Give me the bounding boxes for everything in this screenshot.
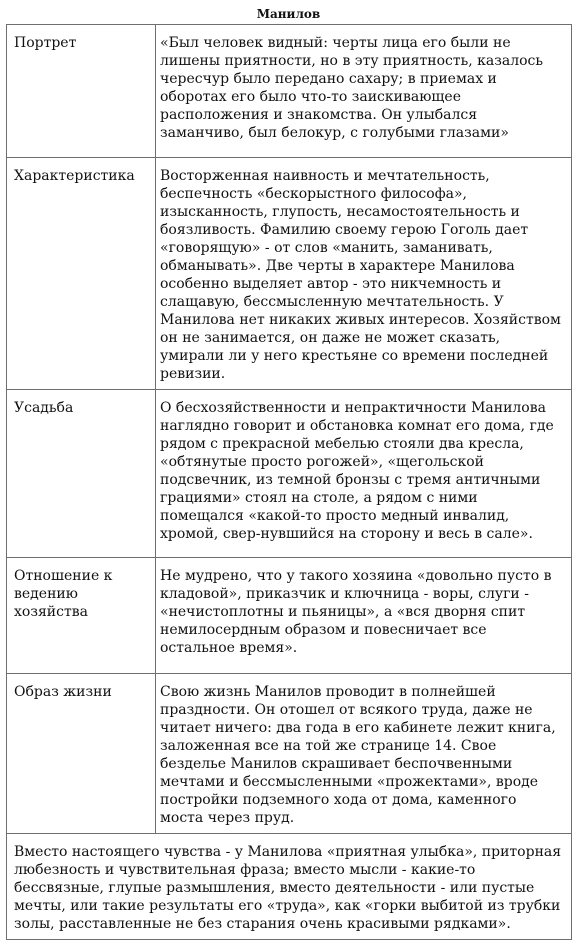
table-row-estate: [7, 390, 572, 558]
table-row-summary: [7, 834, 572, 940]
table-row-characteristic: [7, 158, 572, 390]
row-text-portrait: «Был человек видный: черты лица его были не лишены приятности, но в эту приятность, казалось чересчур было передано сахару; в приемах и оборотах его было что-то заискивающее расположения и знакомства. Он улыбался заманчиво, был белокур, с голубыми глазами»: [156, 25, 572, 158]
row-label-characteristic: Характеристика: [7, 158, 156, 390]
row-text-estate: О бесхозяйственности и непрактичности Манилова наглядно говорит и обстановка комнат его дома, где рядом с прекрасной мебелью стояли два кресла, «обтянутые просто рогожей», «щегольской подсвечник, из темной бронзы с тремя античными грациями» стоял на столе, а рядом с ними помещался «какой-то просто медный инвалид, хромой, свер-нувшийся на сторону и весь в сале».: [156, 390, 572, 558]
row-label-lifestyle: Образ жизни: [7, 674, 156, 834]
row-text-household: Не мудрено, что у такого хозяина «довольно пусто в кладовой», приказчик и ключница - воры, слуги - «нечистоплотны и пьяницы», а «вся дворня спит немилосердным образом и повесничает все остальное время».: [156, 558, 572, 674]
summary-text: Вместо настоящего чувства - у Манилова «приятная улыбка», приторная любезность и чувствительная фраза; вместо мысли - какие-то бессвязные, глупые размышления, вместо деятельности - или пустые мечты, или такие результаты его «труда», как «горки выбитой из трубки золы, расставленные не без старания очень красивыми рядками».: [7, 834, 572, 940]
row-label-household: Отношение к ведению хозяйства: [7, 558, 156, 674]
character-table: [6, 24, 572, 940]
table-row-household: [7, 558, 572, 674]
row-text-characteristic: Восторженная наивность и мечтательность, беспечность «бескорыстного философа», изысканность, глупость, несамостоятельность и боязливость. Фамилию своему герою Гоголь дает «говорящую» - от слов «манить, заманивать, обманывать». Две черты в характере Манилова особенно выделяет автор - это никчемность и слащавую, бессмысленную мечтательность. У Манилова нет никаких живых интересов. Хозяйством он не занимается, он даже не может сказать, умирали ли у него крестьяне со времени последней ревизии.: [156, 158, 572, 390]
row-label-estate: Усадьба: [7, 390, 156, 558]
row-label-portrait: Портрет: [7, 25, 156, 158]
document-title: Манилов: [256, 7, 321, 21]
table-row-portrait: [7, 25, 572, 158]
table-row-lifestyle: [7, 674, 572, 834]
row-text-lifestyle: Свою жизнь Манилов проводит в полнейшей праздности. Он отошел от всякого труда, даже не читает ничего: два года в его кабинете лежит книга, заложенная все на той же странице 14. Свое безделье Манилов скрашивает беспочвенными мечтами и бессмысленными «прожектами», вроде постройки подземного хода от дома, каменного моста через пруд.: [156, 674, 572, 834]
